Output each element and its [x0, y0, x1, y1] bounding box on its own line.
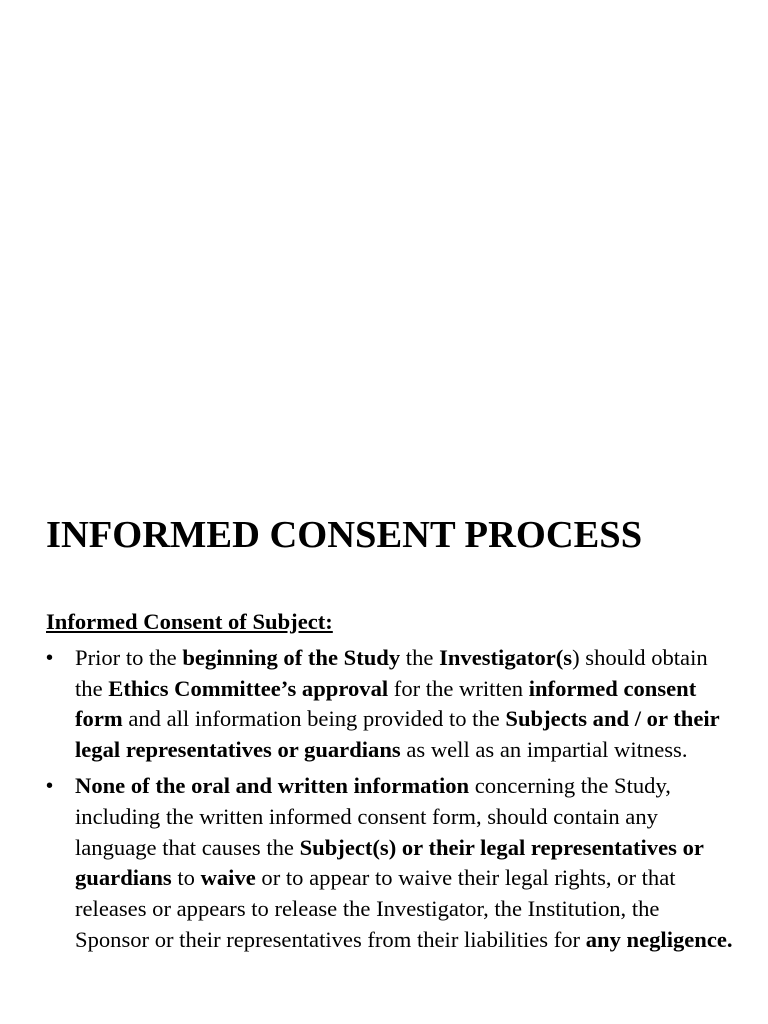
text-segment: Prior to the	[75, 644, 183, 670]
text-segment: or to appear to waive their legal rights, or that releases or appears to release the Investigator, the Institution, the Sponsor or their representatives from their liabilities for	[75, 865, 676, 952]
bold-text-segment: informed consent form	[75, 675, 697, 732]
text-segment: as well as an impartial witness.	[400, 737, 688, 763]
bold-text-segment: any negligence.	[585, 926, 733, 952]
text-segment: the	[400, 644, 440, 670]
bold-text-segment: Subject(s) or their legal representatives or guardians	[75, 834, 704, 891]
bold-text-segment: Subjects and / or their legal representatives or guardians	[75, 706, 720, 763]
bullet-item	[46, 771, 736, 956]
bold-text-segment: beginning of the Study	[182, 644, 401, 670]
bold-text-segment: waive	[200, 865, 256, 891]
section-subheading: Informed Consent of Subject:	[46, 609, 333, 634]
text-segment: for the written	[388, 675, 529, 701]
bold-text-segment: Investigator(s	[439, 644, 573, 670]
bold-text-segment: None of the oral and written information	[75, 772, 470, 798]
slide-title: INFORMED CONSENT PROCESS	[46, 514, 643, 556]
text-segment: and all information being provided to the	[122, 706, 506, 732]
bold-text-segment: Ethics Committee’s approval	[108, 675, 389, 701]
text-segment: concerning the Study, including the written informed consent form, should contain any language that causes the	[75, 772, 671, 860]
bullet-list	[46, 643, 736, 956]
bullet-item	[46, 643, 736, 766]
text-segment: ) should obtain the	[75, 644, 708, 701]
text-segment: to	[171, 865, 201, 891]
slide-body	[46, 607, 736, 961]
